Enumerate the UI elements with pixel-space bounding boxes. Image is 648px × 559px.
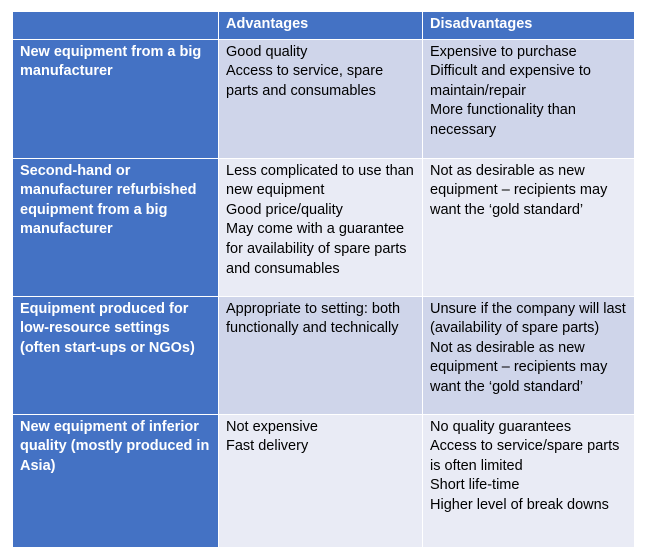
disadvantage-item: Higher level of break downs (430, 496, 609, 513)
advantage-item: Less complicated to use than new equipment (226, 162, 414, 199)
header-corner-cell (13, 12, 219, 40)
row-category: Second-hand or manufacturer refurbished equipment from a big manufacturer (13, 158, 219, 296)
advantage-item: Good price/quality (226, 201, 343, 218)
advantages-cell (219, 296, 423, 414)
row-category: New equipment of inferior quality (mostly produced in Asia) (13, 414, 219, 547)
disadvantages-cell (423, 414, 635, 547)
header-disadvantages: Disadvantages (423, 12, 635, 40)
disadvantage-item: No quality guarantees (430, 418, 572, 435)
disadvantage-item: Not as desirable as new equipment – recipients may want the ‘gold standard’ (430, 162, 608, 218)
advantages-cell (219, 39, 423, 158)
disadvantage-item: Expensive to purchase (430, 43, 577, 60)
advantages-cell (219, 414, 423, 547)
comparison-table (12, 11, 635, 548)
row-category: Equipment produced for low-resource settings (often start-ups or NGOs) (13, 296, 219, 414)
advantage-item: May come with a guarantee for availability of spare parts and consumables (226, 221, 407, 277)
header-advantages: Advantages (219, 12, 423, 40)
header-row (13, 12, 635, 40)
advantage-item: Access to service, spare parts and consumables (226, 63, 384, 99)
advantage-item: Not expensive (226, 418, 318, 435)
disadvantages-cell (423, 39, 635, 158)
table-row (13, 296, 635, 414)
disadvantages-cell (423, 158, 635, 296)
disadvantage-item: Access to service/spare parts is often limited (430, 438, 620, 474)
disadvantage-item: More functionality than necessary (430, 102, 576, 138)
advantage-item: Fast delivery (226, 438, 309, 455)
row-category: New equipment from a big manufacturer (13, 39, 219, 158)
advantage-item: Appropriate to setting: both functionally and technically (226, 300, 401, 337)
disadvantages-cell (423, 296, 635, 414)
advantages-cell (219, 158, 423, 296)
disadvantage-item: Unsure if the company will last (availability of spare parts) (430, 300, 626, 337)
table-row (13, 39, 635, 158)
disadvantage-item: Short life-time (430, 477, 520, 494)
disadvantage-item: Difficult and expensive to maintain/repair (430, 63, 591, 99)
table-row (13, 414, 635, 547)
disadvantage-item: Not as desirable as new equipment – recipients may want the ‘gold standard’ (430, 339, 608, 395)
table-row (13, 158, 635, 296)
advantage-item: Good quality (226, 43, 308, 60)
